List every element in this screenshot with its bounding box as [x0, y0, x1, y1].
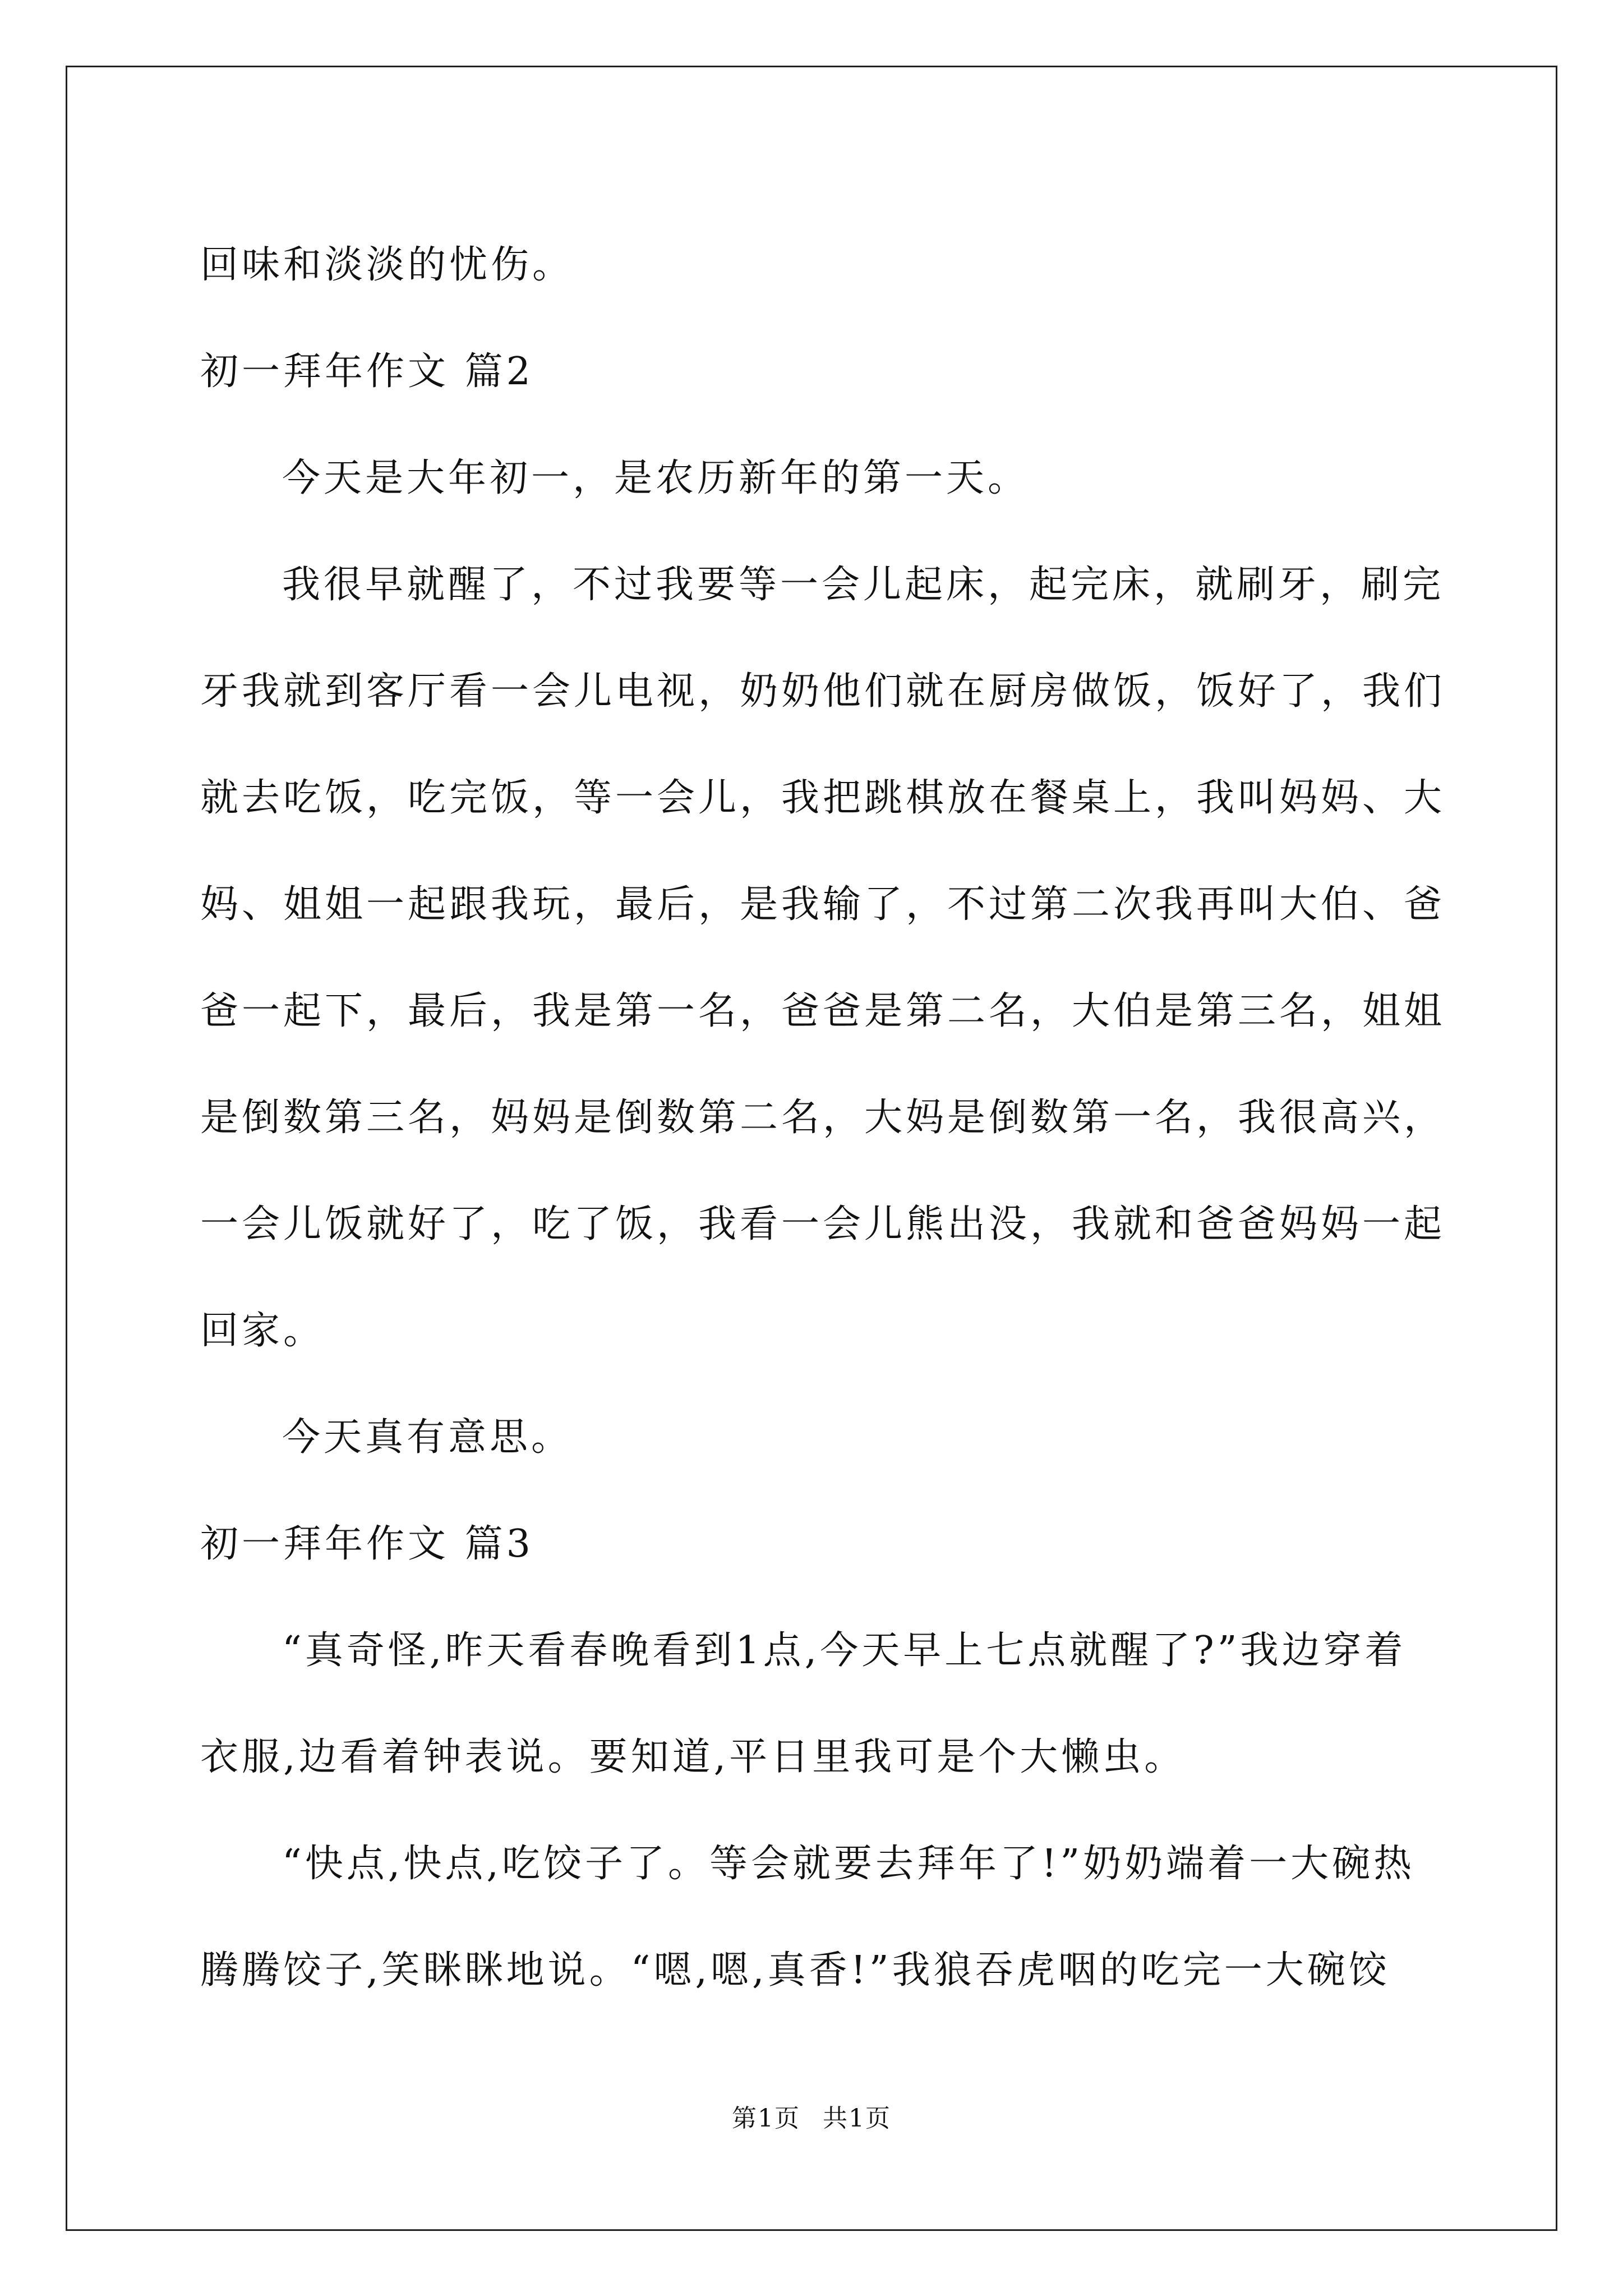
text-line: 腾腾饺子,笑眯眯地说。“嗯,嗯,真香!”我狼吞虎咽的吃完一大碗饺: [200, 1948, 1390, 1993]
page-footer: [0, 2098, 1623, 2134]
section-heading: 初一拜年作文 篇2: [200, 349, 534, 394]
text-line: “快点,快点,吃饺子了。等会就要去拜年了!”奶奶端着一大碗热: [282, 1842, 1415, 1886]
text-line: 回家。: [200, 1309, 325, 1353]
text-line: 爸一起下，最后，我是第一名，爸爸是第二名，大伯是第三名，姐姐: [200, 989, 1446, 1033]
document-body: [200, 212, 1446, 2024]
text-line: 衣服,边看着钟表说。要知道,平日里我可是个大懒虫。: [200, 1735, 1186, 1779]
text-line: 今天是大年初一，是农历新年的第一天。: [282, 456, 1030, 500]
page-number: 第1页: [732, 2104, 800, 2133]
text-line: 一会儿饭就好了，吃了饭，我看一会儿熊出没，我就和爸爸妈妈一起: [200, 1202, 1446, 1246]
text-line: 牙我就到客厅看一会儿电视，奶奶他们就在厨房做饭，饭好了，我们: [200, 669, 1446, 714]
text-line: 我很早就醒了，不过我要等一会儿起床，起完床，就刷牙，刷完: [282, 563, 1445, 607]
text-line: “真奇怪,昨天看春晚看到1点,今天早上七点就醒了?”我边穿着: [282, 1628, 1407, 1673]
text-line: 是倒数第三名，妈妈是倒数第二名，大妈是倒数第一名，我很高兴，: [200, 1096, 1446, 1140]
section-heading: 初一拜年作文 篇3: [200, 1522, 534, 1566]
text-line: 就去吃饭，吃完饭，等一会儿，我把跳棋放在餐桌上，我叫妈妈、大: [200, 776, 1446, 820]
text-line: 回味和淡淡的忧伤。: [200, 243, 574, 287]
text-line: 妈、姐姐一起跟我玩，最后，是我输了，不过第二次我再叫大伯、爸: [200, 882, 1446, 927]
page-total: 共1页: [823, 2104, 891, 2133]
text-line: 今天真有意思。: [282, 1415, 573, 1460]
